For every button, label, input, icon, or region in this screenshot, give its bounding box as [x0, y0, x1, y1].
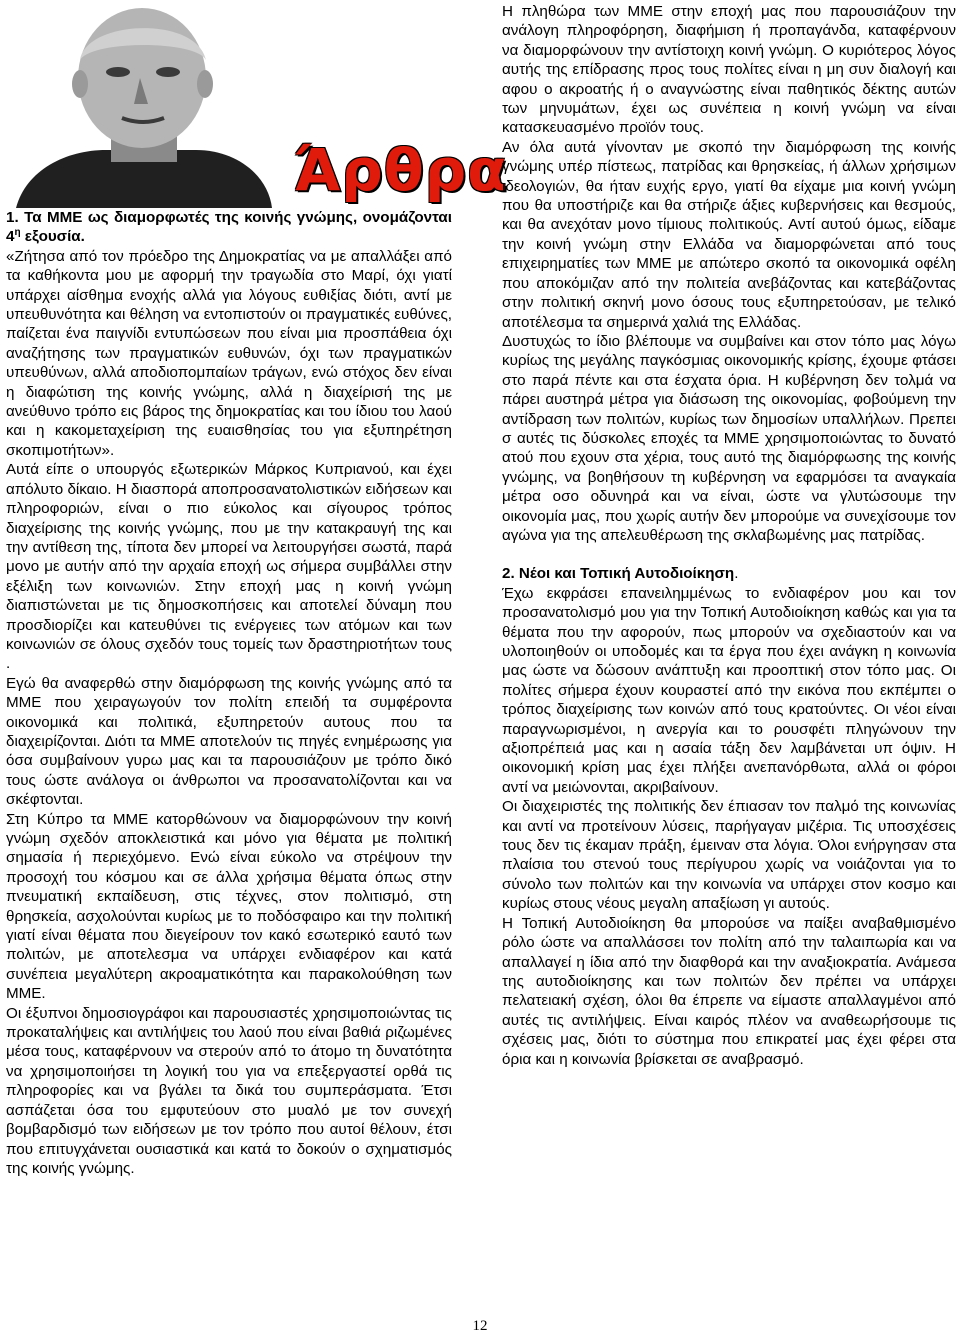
article1-paragraph: Στη Κύπρο τα ΜΜΕ κατορθώνουν να διαμορφώνουν την κοινή γνώμη σχεδόν αποκλειστικά και μόνο για θέματα με πολιτική σημασία ή περιεχόμενο. Ενώ είναι εύκολο να στρέψουν την προσοχή του κόσμου και σε άλλα χρήσιμα θέματα όπως στην πνευματική εκπαίδευση, στις τέχνες, στον πολιτισμό, στη θρησκεία, ασχολούνται κυρίως με το ποδόσφαιρο και την πολιτική γιατί είναι θέματα που διεγείρουν τον κακό εσωτερικό εαυτό των πολιτών, με αποτελεσμα να υπάρχει ενδιαφέρον και κατά συνέπεια μεγαλύτερη ακροαματικότητα και παρακολούθηση των ΜΜΕ.: [6, 810, 452, 1003]
article2-paragraph: Η Τοπική Αυτοδιοίκηση θα μπορούσε να παίξει αναβαθμισμένο ρόλο ώστε να απαλλάσσει τον πολίτη από την ταλαιπωρία και να απαλλαγεί η ίδια από την διαφθορά και την αναξιοκρατία. Ανάμεσα της αυτοδιοίκησης και των πολιτών δεν πρέπει να υπάρχει πελατειακή σχέση, όλοι θα έπρεπε να είμαστε απαλλαγμένοι από αυτές τις αντιλήψεις. Είναι καιρός πλέον να αναθεωρήσουμε τις σχέσεις μας, διότι το σύστημα που επικρατεί μας έχει φέρει στα όρια και η κοινωνία βρίσκεται σε αναβρασμό.: [502, 914, 956, 1068]
article1-heading: 1. Τα ΜΜΕ ως διαμορφωτές της κοινής γνώμης, ονομάζονται $4^\eta$ εξουσία.: [6, 209, 452, 246]
article2-paragraph: Οι διαχειριστές της πολιτικής δεν έπιασαν τον παλμό της κοινωνίας και αντί να προτείνουν λύσεις, παρήγαγαν μιζέρια. Τις υποσχέσεις τους δεν τις έκαμαν πράξη, έμειναν στα λόγια. Όλοι ενήργησαν στα πλαίσια του στενού τους περίγυρου χωρίς να νοιάζονται για το σύνολο των πολιτών και την κοινωνία να υπάρχει στον κοσμο και κυρίως στους νέους μεγαλη απαξίωση γι αυτούς.: [502, 798, 956, 913]
section-title: Άρθρα: [294, 136, 508, 204]
article2-heading: 2. Νέοι και Τοπική Αυτοδιοίκηση.: [502, 565, 739, 583]
author-portrait: [6, 0, 274, 208]
article2-paragraph: Έχω εκφράσει επανειλημμένως το ενδιαφέρον μου και τον προσανατολισμό μου για την Τοπική Αυτοδιοίκηση καθώς και για τα θέματα που την αφορούν, πως μπορούν να σχεδιαστούν και να υλοποιηθούν οι υποδομές και τα έργα που έχει ανάγκη η κοινωνία μας ώστε να δώσουν ανάπτυξη και προοπτική στον τόπο μας. Οι πολίτες σήμερα έχουν κουραστεί από την εικόνα που εκπέμπει ο τρόπος διαχείρισης των κοινών από τους κρατούντες. Οι νέοι είναι παραγνωρισμένοι, η ανεργία και το ρουσφέτι πληγώνουν την αξιοπρέπειά μας και η ασαία τάξη δεν λαμβάνεται υπ όψιν. Η οικονομική κρίση μας έχει πλήξει ανεπανόρθωτα, αλλά οι φόροι αντί να μειώνονται, ακριβαίνουν.: [502, 584, 956, 796]
article1-paragraph: Οι έξυπνοι δημοσιογράφοι και παρουσιαστές χρησιμοποιώντας τις προκαταλήψεις και αντιλήψεις του λαού που είναι βαθιά ριζωμένες μέσα τους, καταφέρνουν να στερούν από το άτομο τη δυνατότητα να χρησιμοποιήσει τη λογική του για να επεξεργαστεί ορθά τις πληροφορίες και να βγάλει τα δικά του συμπεράσματα. Έτσι ασπάζεται όσα του εμφυτεύουν στο μυαλό με τον συνεχή βομβαρδισμό των ειδήσεων με τον τρόπο που αυτοί θέλουν, έτσι που επιτυγχάνεται ουσιαστικά και κατά το δοκούν ο σχηματισμός της κοινής γνώμης.: [6, 1004, 452, 1177]
article1-paragraph: «Ζήτησα από τον πρόεδρο της Δημοκρατίας να με απαλλάξει από τα καθήκοντα μου με αφορμή την τραγωδία στο Μαρί, όχι γιατί υπάρχει αίσθημα ενοχής αλλά για λόγους ευθιξίας διότι, αντί με υπευθυνότητα και θέληση να εντοπιστούν οι πραγματικές ευθύνες, παίζεται ένα παιγνίδι εντυπώσεων που είναι μια προσπάθεια όχι αναζήτησης των πραγματικών ευθυνών, όχι των πραγματικών υπευθύνων, αλλά αποδιοπομπαίων τράγων, ενώ στόχος δεν είναι η διαφώτιση της κοινής γνώμης, αλλά η διαχείρισή της με ανεύθυνο τρόπο εις βάρος της δημοκρατίας και του ίδιου του λαού και η κακομεταχείριση της ευαισθησίας του για εξυπηρέτηση σκοπιμοτήτων».: [6, 247, 452, 459]
article1-continuation-paragraph: Αν όλα αυτά γίνονταν με σκοπό την διαμόρφωση της κοινής γνώμης υπέρ πίστεως, πατρίδας και θρησκείας, ή άλλων χρήσιμων ιδεολογιών, θα ήταν ευχής εργο, γιατί θα είχαμε μια κοινή γνώμη που θα υποστήριζε και θα στήριζε άξιες κυβερνήσεις και θεσμούς, και θα ανεχόταν μονο τίμιους πολιτικούς. Αντί αυτού όμως, είδαμε την κοινή γνώμη στην Ελλάδα να διαμορφώνεται από τους επιχειρηματίες των ΜΜΕ με απώτερο σκοπό τα οικονομικά οφέλη που αποκόμιζαν από την πολιτεία ανεβάζοντας και κατεβάζοντας στην πολιτική σκηνή μονο όσους τους εξυπηρετούσαν, με τελικό αποτέλεσμα τα σημερινά χαλιά της Ελλάδας.: [502, 138, 956, 331]
header-block: [6, 0, 508, 208]
spacer: [502, 545, 956, 564]
left-column: [6, 0, 508, 1178]
page-number: 12: [472, 1318, 488, 1334]
article1-continuation-paragraph: Η πληθώρα των ΜΜΕ στην εποχή μας που παρουσιάζουν την ανάλογη πληροφόρηση, διαφήμιση ή προπαγάνδα, καταφέρνουν να διαμορφώνουν την αντίστοιχη κοινή γνώμη. Ο κυριότερος λόγος αυτής της επίδρασης προς τους πολίτες είναι η μη συν διαλογή και αφου ο ακροατής ή ο αναγνώστης είναι παθητικός δέκτης αυτών των μηνυμάτων, έχει ως συνέπεια η κοινή γνώμη να είναι κατασκευασμένο προϊόν τους.: [502, 3, 956, 137]
right-column: [502, 2, 956, 1069]
article1-paragraph: Αυτά είπε ο υπουργός εξωτερικών Μάρκος Κυπριανού, και έχει απόλυτο δίκαιο. Η διασπορά αποπροσανατολιστικών ειδήσεων και πληροφοριών, είναι ο πιο εύκολος και σίγουρος τρόπος διαχείρισης της κοινής γνώμης, που με την κατακραυγή της και την αντίθεση της, τίποτα δεν μπορεί να λειτουργήσει σωστά, παρά μονο με αυτήν από την αρχαία εποχή ως σήμερα συμβάλλει στην εξέλιξη των κοινωνιών. Στην εποχή μας η κοινή γνώμη διαπιστώνεται με τις δημοσκοπήσεις και αποτελεί δύναμη που προσδιορίζει και κατευθύνει τις ενέργειες των ατόμων και των κοινωνιών σε όλους σχεδόν τους τομείς των δραστηριοτήτων τους .: [6, 461, 452, 673]
article1-continuation-paragraph: Δυστυχώς το ίδιο βλέπουμε να συμβαίνει και στον τόπο μας λόγω κυρίως της μεγάλης παγκόσμιας οικονομικής κρίσης, έχουμε φτάσει στο παρά πέντε και στα έσχατα όρια. Η κυβέρνηση δεν τολμά να πάρει αυστηρά μέτρα για διάσωση της οικονομίας, φοβούμενη την αντίδραση των πολιτών, κυρίως των δημοσίων υπαλλήλων. Πρεπει σ αυτές τις δύσκολες εποχές τα ΜΜΕ χρησιμοποιώντας το δυνατό ατού που εχουν στα χέρια, τους αυτό της διαμόρφωσης της κοινής γνώμης, να βοηθήσουν τη κυβέρνηση να εφαρμόσει τα αναγκαία μέτρα οσο οδυνηρά και να είναι, ώστε να γλυτώσουμε την οικονομία μας, που χωρίς αυτήν δεν μπορούμε να συνεχίσουμε τον αγώνα για της απελευθέρωση της σκλαβωμένης μας πατρίδας.: [502, 332, 956, 544]
article1-paragraph: Εγώ θα αναφερθώ στην διαμόρφωση της κοινής γνώμης από τα ΜΜΕ που χειραγωγούν τον πολίτη επειδή τα συμφέροντα οικονομικά και πολιτικά, εξυπηρετούν αυτους που τα διαχειρίζονται. Διότι τα ΜΜΕ αποτελούν τις πηγές ενημέρωσης για όσα συμβαίνουν γυρω μας και τα παρουσιάζουν με τρόπο δικό τους ώστε ανάλογα οι άνθρωποι να προσανατολίζονται και να σκέφτονται.: [6, 674, 452, 809]
